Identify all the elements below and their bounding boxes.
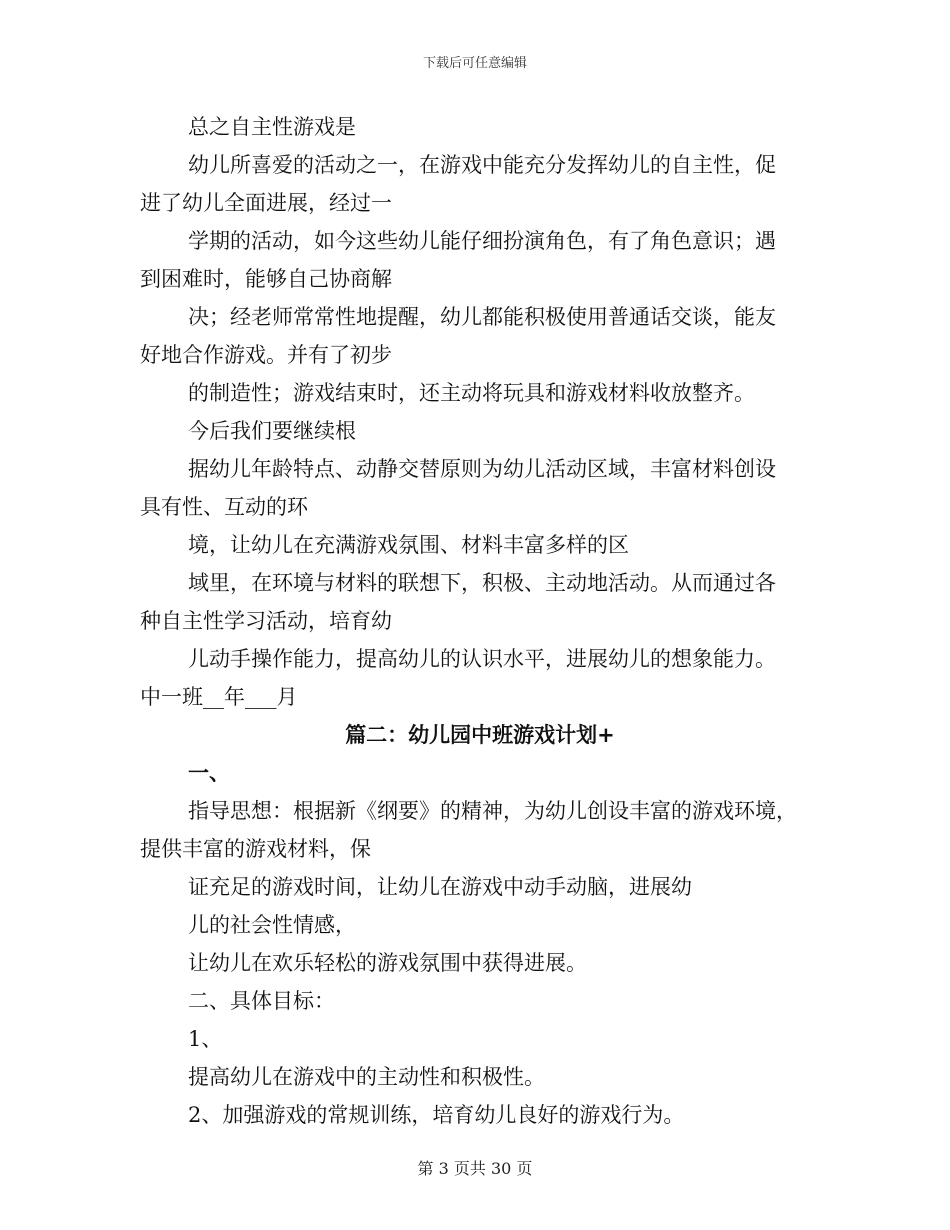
text-line: 具有性、互动的环 [140,495,308,519]
text-line: 一、 [188,761,230,785]
page-header: 下载后可任意编辑 [422,56,527,71]
page-footer: 第 3 页共 30 页 [417,1159,533,1178]
text-line: 域里，在环境与材料的联想下，积极、主动地活动。从而通过各 [188,571,776,595]
text-line: 中一班__年___月 [140,685,298,709]
section-title: 篇二：幼儿园中班游戏计划+ [345,723,615,747]
text-line: 幼儿所喜爱的活动之一，在游戏中能充分发挥幼儿的自主性，促 [188,153,776,177]
text-line: 证充足的游戏时间，让幼儿在游戏中动手动脑，进展幼 [188,875,692,899]
text-line: 让幼儿在欢乐轻松的游戏氛围中获得进展。 [188,951,587,975]
text-line: 决；经老师常常性地提醒，幼儿都能积极使用普通话交谈，能友 [188,305,776,329]
document-body [140,108,820,1134]
text-line: 今后我们要继续根 [188,419,356,443]
text-line: 据幼儿年龄特点、动静交替原则为幼儿活动区域，丰富材料创设 [188,457,776,481]
text-line: 的制造性；游戏结束时，还主动将玩具和游戏材料收放整齐。 [188,381,755,405]
text-line: 二、具体目标： [188,989,335,1013]
text-line: 进了幼儿全面进展，经过一 [140,191,392,215]
text-line: 学期的活动，如今这些幼儿能仔细扮演角色，有了角色意识；遇 [188,229,776,253]
text-line: 指导思想：根据新《纲要》的精神，为幼儿创设丰富的游戏环境， [188,799,797,823]
text-line: 境，让幼儿在充满游戏氛围、材料丰富多样的区 [188,533,629,557]
text-line: 提供丰富的游戏材料，保 [140,837,371,861]
text-line: 到困难时，能够自己协商解 [140,267,392,291]
text-line: 好地合作游戏。并有了初步 [140,343,392,367]
text-line: 儿的社会性情感， [188,913,356,937]
text-line: 提高幼儿在游戏中的主动性和积极性。 [188,1065,545,1089]
text-line: 1、 [188,1027,223,1051]
text-line: 2、加强游戏的常规训练，培育幼儿良好的游戏行为。 [188,1103,685,1127]
text-line: 总之自主性游戏是 [188,115,356,139]
text-line: 儿动手操作能力，提高幼儿的认识水平，进展幼儿的想象能力。 [188,647,776,671]
text-line: 种自主性学习活动，培育幼 [140,609,392,633]
